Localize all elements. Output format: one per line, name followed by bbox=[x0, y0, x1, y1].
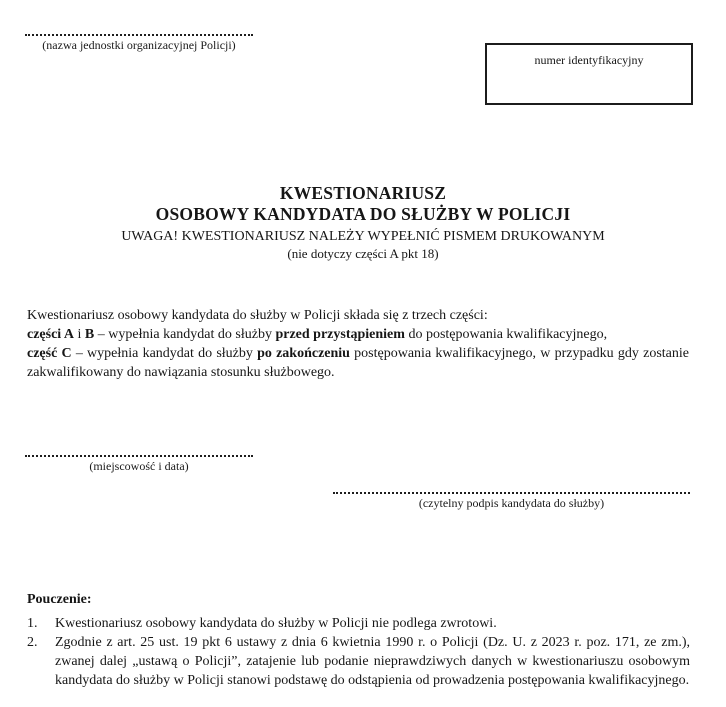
intro-line-3: część C – wypełnia kandydat do służby po zakończeniu postępowania kwalifikacyjnego, w przypadku gdy zostanie bbox=[27, 346, 689, 361]
intro-part-before: przed przystąpieniem bbox=[275, 327, 405, 342]
form-title-warning: UWAGA! KWESTIONARIUSZ NALEŻY WYPEŁNIĆ PISMEM DRUKOWANYM bbox=[121, 229, 605, 244]
notice-list bbox=[27, 614, 690, 690]
intro-line-2: części A i B – wypełnia kandydat do służby przed przystąpieniem do postępowania kwalifikacyjnego, bbox=[27, 327, 608, 342]
unit-name-dotted-line bbox=[25, 25, 253, 36]
form-title-exception-note: (nie dotyczy części A pkt 18) bbox=[287, 246, 439, 261]
form-title-line2: OSOBOWY KANDYDATA DO SŁUŻBY W POLICJI bbox=[155, 204, 571, 224]
unit-name-field bbox=[25, 25, 253, 52]
intro-part-c: część C bbox=[27, 346, 72, 361]
intro-part-ab: części A bbox=[27, 327, 75, 342]
intro-part-after: po zakończeniu bbox=[257, 346, 350, 361]
title-block bbox=[0, 183, 726, 262]
id-number-label: numer identyfikacyjny bbox=[534, 53, 644, 67]
signature-field bbox=[333, 483, 690, 510]
notice-heading: Pouczenie: bbox=[27, 592, 92, 607]
form-title-line1: KWESTIONARIUSZ bbox=[279, 183, 447, 203]
place-date-dotted-line bbox=[25, 446, 253, 457]
place-date-field bbox=[25, 446, 253, 473]
unit-name-caption: (nazwa jednostki organizacyjnej Policji) bbox=[42, 38, 236, 52]
notice-item-2-number: 2. bbox=[27, 635, 38, 650]
notice-item-1-text: Kwestionariusz osobowy kandydata do służby w Policji nie podlega zwrotowi. bbox=[55, 616, 497, 631]
intro-line-1: Kwestionariusz osobowy kandydata do służby w Policji składa się z trzech części: bbox=[27, 308, 488, 323]
intro-paragraph bbox=[27, 306, 689, 382]
signature-caption: (czytelny podpis kandydata do służby) bbox=[418, 496, 605, 510]
notice-item-1 bbox=[27, 614, 690, 633]
intro-line-4: zakwalifikowany do nawiązania stosunku służbowego. bbox=[27, 365, 335, 380]
notice-section bbox=[27, 591, 690, 690]
notice-item-2 bbox=[27, 633, 690, 690]
notice-item-1-number: 1. bbox=[27, 616, 38, 631]
id-number-box bbox=[485, 43, 693, 105]
place-date-caption: (miejscowość i data) bbox=[89, 459, 189, 473]
signature-dotted-line bbox=[333, 483, 690, 494]
notice-item-2-text: Zgodnie z art. 25 ust. 19 pkt 6 ustawy z dnia 6 kwietnia 1990 r. o Policji (Dz. U. z 2023 r. poz. 171, ze zm.), zwanej dalej „ustawą o Policji”, zatajenie lub podanie nieprawdziwych danych w kwestionariuszu osobowym kandydata do służby w Policji stanowi podstawę do odstąpienia od prowadzenia postępowania kwalifikacyjnego. bbox=[55, 635, 690, 688]
